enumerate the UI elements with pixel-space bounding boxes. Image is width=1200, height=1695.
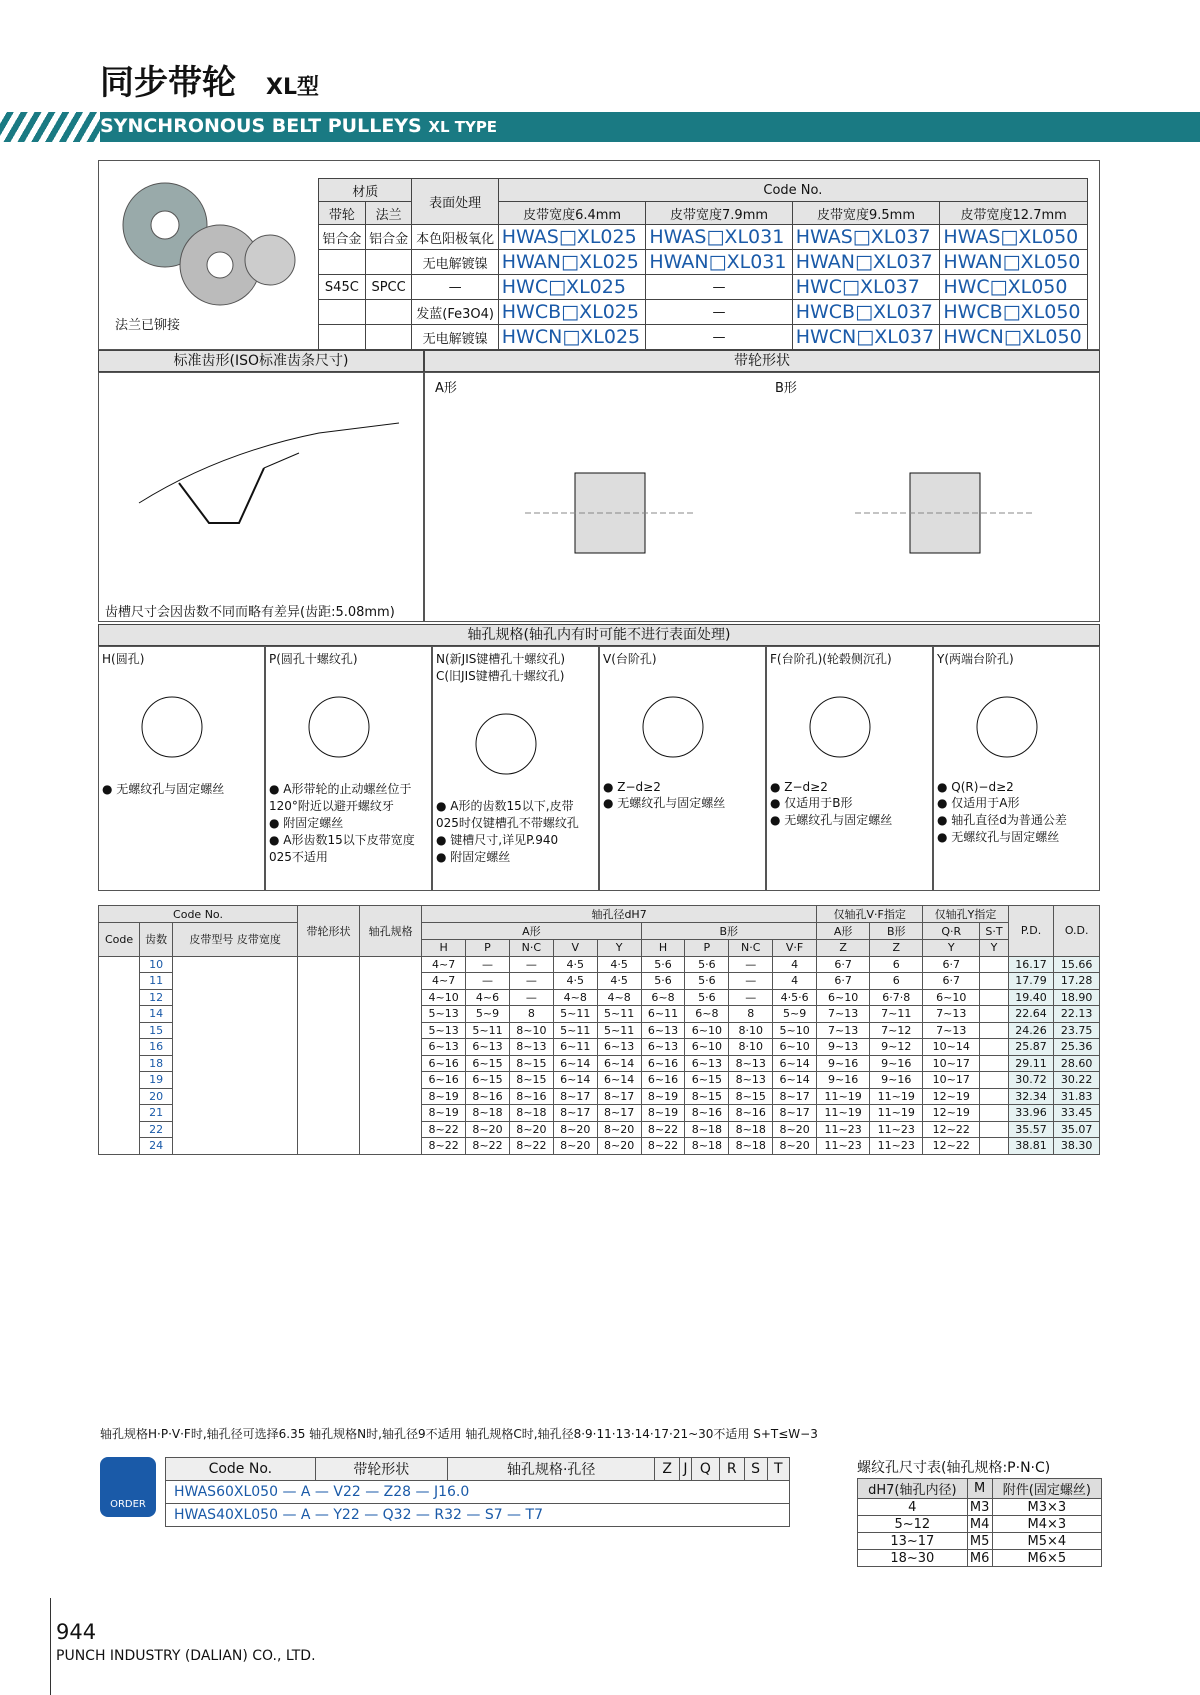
table-row: 22 8~22 8~20 8~20 8~20 8~20 8~22 8~18 8~18 8~20 11~23 11~23 12~22 35.57 35.07 [99, 1121, 1100, 1138]
spec-table: Code No. 带轮形状 轴孔规格 轴孔径dH7 仅轴孔V·F指定 仅轴孔Y指定 P.D. O.D. Code 齿数 皮带型号 皮带宽度 A形 B形 A形 B形 Q·R S·T H P N·C V Y H P N·C V·F Z Z Y Y 10 4~7 — — 4·5 4·5 5·6 5·6 — 4 6·7 6 6·7 16.17 15.66 11 4~7 — — 4·5 4·5 5·6 5·6 — 4 6·7 6 6·7 17.79 17.28 12 4~10 4~6 — 4~8 4~8 6~8 5·6 — 4·5·6 6~10 6·7·8 6~10 19.40 18.90 14 5~13 5~9 8 5~11 5~11 6~11 6~8 8 5~9 7~13 7~11 7~13 22.64 22.13 15 5~13 5~11 8~10 5~11 5~11 6~13 6~10 8·10 5~10 7~13 7~12 7~13 24.26 23.75 16 6~13 6~13 8~13 6~11 6~13 6~13 6~10 8·10 6~10 9~13 9~12 10~14 25.87 25.36 18 6~16 6~15 8~15 6~14 6~14 6~16 6~13 8~13 6~14 9~16 9~16 10~17 29.11 28.60 19 6~16 6~15 8~15 6~14 6~14 6~16 6~15 8~13 6~14 9~16 9~16 10~17 30.72 30.22 20 8~19 8~16 8~16 8~17 8~17 8~19 8~15 8~15 8~17 11~19 11~19 12~19 32.34 31.83 21 8~19 8~18 8~18 8~17 8~17 8~19 8~16 8~16 8~17 11~19 11~19 12~19 33.96 33.45 22 8~22 8~20 8~20 8~20 8~20 8~22 8~18 8~18 8~20 11~23 11~23 12~22 35.57 35.07 24 8~22 8~22 8~22 8~20 8~20 8~22 8~18 8~18 8~20 11~23 11~23 12~22 38.81 38.30 [98, 905, 1100, 1155]
tooth-header: 标准齿形(ISO标准齿条尺寸) [98, 350, 424, 372]
table-row: 11 4~7 — — 4·5 4·5 5·6 5·6 — 4 6·7 6 6·7 17.79 17.28 [99, 973, 1100, 990]
bore-type-panel: N(新JIS键槽孔十螺纹孔) C(旧JIS键槽孔十螺纹孔) ● A形的齿数15以下,皮带025时仅键槽孔不带螺纹孔 ● 键槽尺寸,详见P.940 ● 附固定螺丝 [432, 646, 599, 891]
bore-type-panel: F(台阶孔)(轮毂侧沉孔) ● Z−d≥2 ● 仅适用于B形 ● 无螺纹孔与固定螺丝 [766, 646, 933, 891]
page-title: 同步带轮 XL型 [100, 63, 319, 103]
table-row: 15 5~13 5~11 8~10 5~11 5~11 6~13 6~10 8·10 5~10 7~13 7~12 7~13 24.26 23.75 [99, 1022, 1100, 1039]
material-row: 铝合金 铝合金 本色阳极氧化 HWAS□XL025 HWAS□XL031 HWAS□XL037 HWAS□XL050 [319, 225, 1088, 250]
screw-title: 螺纹孔尺寸表(轴孔规格:P·N·C) [857, 1460, 1051, 1476]
order-icon: ORDER [100, 1457, 156, 1517]
table-row: 18 6~16 6~15 8~15 6~14 6~14 6~16 6~13 8~13 6~14 9~16 9~16 10~17 29.11 28.60 [99, 1055, 1100, 1072]
pulley-image [105, 170, 305, 335]
company-name: PUNCH INDUSTRY (DALIAN) CO., LTD. [56, 1648, 316, 1664]
bore-type-panel: P(圆孔十螺纹孔) ● A形带轮的止动螺丝位于120°附近以避开螺纹牙 ● 附固定螺丝 ● A形齿数15以下皮带宽度025不适用 [265, 646, 432, 891]
material-row: 发蓝(Fe3O4) HWCB□XL025 — HWCB□XL037 HWCB□XL050 [319, 300, 1088, 325]
shape-panel: A形 B形 [424, 372, 1100, 622]
table-row: 21 8~19 8~18 8~18 8~17 8~17 8~19 8~16 8~16 8~17 11~19 11~19 12~19 33.96 33.45 [99, 1105, 1100, 1122]
table-row: 19 6~16 6~15 8~15 6~14 6~14 6~16 6~15 8~13 6~14 9~16 9~16 10~17 30.72 30.22 [99, 1072, 1100, 1089]
table-row: 14 5~13 5~9 8 5~11 5~11 6~11 6~8 8 5~9 7~13 7~11 7~13 22.64 22.13 [99, 1006, 1100, 1023]
material-row: S45C SPCC — HWC□XL025 — HWC□XL037 HWC□XL050 [319, 275, 1088, 300]
table-row: 20 8~19 8~16 8~16 8~17 8~17 8~19 8~15 8~15 8~17 11~19 11~19 12~19 32.34 31.83 [99, 1088, 1100, 1105]
page-number: 944 [56, 1620, 97, 1644]
table-row: 12 4~10 4~6 — 4~8 4~8 6~8 5·6 — 4·5·6 6~10 6·7·8 6~10 19.40 18.90 [99, 989, 1100, 1006]
bore-type-panel: V(台阶孔) ● Z−d≥2 ● 无螺纹孔与固定螺丝 [599, 646, 766, 891]
screw-table: dH7(轴孔内径) M 附件(固定螺丝) 4 M3 M3×3 5~12 M4 M4×3 13~17 M5 M5×4 18~30 M6 M6×5 [857, 1478, 1102, 1567]
shape-header: 带轮形状 [424, 350, 1100, 372]
order-table: Code No. 带轮形状 轴孔规格·孔径 Z J Q R S T HWAS60XL050 — A — V22 — Z28 — J16.0 HWAS40XL050 — A — Y22 — Q32 — R32 — S7 — T7 [165, 1457, 790, 1527]
tooth-panel [98, 372, 424, 622]
flange-note: 法兰已铆接 [115, 318, 181, 333]
table-row: 16 6~13 6~13 8~13 6~11 6~13 6~13 6~10 8·10 6~10 9~13 9~12 10~14 25.87 25.36 [99, 1039, 1100, 1056]
spec-footnote: 轴孔规格H·P·V·F时,轴孔径可选择6.35 轴孔规格N时,轴孔径9不适用 轴孔规格C时,轴孔径8·9·11·13·14·17·21~30不适用 S+T≤W−3 [100, 1427, 818, 1441]
material-table: 材质 表面处理 Code No. 带轮 法兰 皮带宽度6.4mm 皮带宽度7.9mm 皮带宽度9.5mm 皮带宽度12.7mm 铝合金 铝合金 本色阳极氧化 HWAS□XL025 HWAS□XL031 HWAS□XL037 HWAS□XL050 无电解镀镍 HWAN□XL025 HWAN□XL031 HWAN□XL037 HWAN□XL050 S45C SPCC — HWC□XL025 — HWC□XL037 HWC□XL050 发蓝(Fe3O4) HWCB□XL025 — HWCB□XL037 HWCB□XL050 无电解镀镍 HWCN□XL025 — HWCN□XL037 HWCN□XL050 [318, 178, 1088, 350]
title-band: SYNCHRONOUS BELT PULLEYS XL TYPE [0, 112, 1200, 142]
table-row: 10 4~7 — — 4·5 4·5 5·6 5·6 — 4 6·7 6 6·7 16.17 15.66 [99, 956, 1100, 973]
tooth-note: 齿槽尺寸会因齿数不同而略有差异(齿距:5.08mm) [105, 605, 395, 620]
table-row: 24 8~22 8~22 8~22 8~20 8~20 8~22 8~18 8~18 8~20 11~23 11~23 12~22 38.81 38.30 [99, 1138, 1100, 1155]
material-row: 无电解镀镍 HWCN□XL025 — HWCN□XL037 HWCN□XL050 [319, 325, 1088, 350]
bore-header: 轴孔规格(轴孔内有时可能不进行表面处理) [98, 624, 1100, 646]
material-row: 无电解镀镍 HWAN□XL025 HWAN□XL031 HWAN□XL037 HWAN□XL050 [319, 250, 1088, 275]
bore-type-panel: Y(两端台阶孔) ● Q(R)−d≥2 ● 仅适用于A形 ● 轴孔直径d为普通公差 ● 无螺纹孔与固定螺丝 [933, 646, 1100, 891]
bore-type-panel: H(圆孔) ● 无螺纹孔与固定螺丝 [98, 646, 265, 891]
